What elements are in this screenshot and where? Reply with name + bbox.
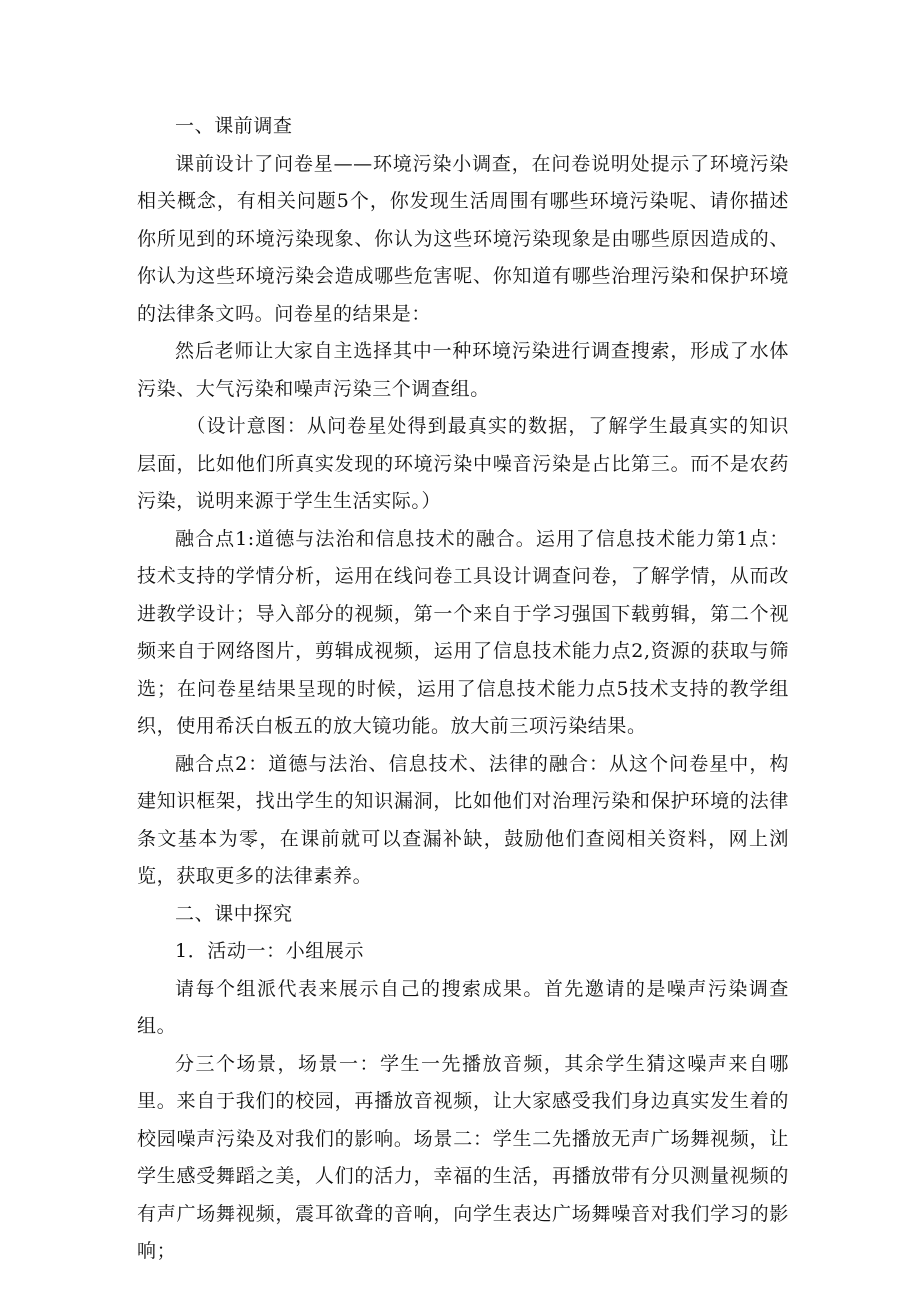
- paragraph-group-representatives: 请每个组派代表来展示自己的搜索成果。首先邀请的是噪声污染调查组。: [137, 977, 789, 1037]
- paragraph-questionnaire-design: 课前设计了问卷星——环境污染小调查，在问卷说明处提示了环境污染相关概念，有相关问题5个，你发现生活周围有哪些环境污染呢、请你描述你所见到的环境污染现象、你认为这些环境污染现象是由哪些原因造成的、你认为这些环境污染会造成哪些危害呢、你知道有哪些治理污染和保护环境的法律条文吗。问卷星的结果是：: [137, 152, 789, 325]
- paragraph-design-intent: （设计意图：从问卷星处得到最真实的数据，了解学生最真实的知识层面，比如他们所真实发现的环境污染中噪音污染是占比第三。而不是农药污染，说明来源于学生生活实际。）: [137, 415, 789, 512]
- paragraph-survey-groups: 然后老师让大家自主选择其中一种环境污染进行调查搜索，形成了水体污染、大气污染和噪声污染三个调查组。: [137, 340, 789, 400]
- activity-heading-group-presentation: 1．活动一：小组展示: [175, 940, 365, 962]
- section-heading-in-class-exploration: 二、课中探究: [175, 902, 293, 925]
- paragraph-three-scenes: 分三个场景，场景一：学生一先播放音频，其余学生猜这噪声来自哪里。来自于我们的校园，再播放音视频，让大家感受我们身边真实发生着的校园噪声污染及对我们的影响。场景二：学生二先播放无声广场舞视频，让学生感受舞蹈之美，人们的活力，幸福的生活，再播放带有分贝测量视频的有声广场舞视频，震耳欲聋的音响，向学生表达广场舞噪音对我们学习的影响；: [137, 1052, 789, 1262]
- paragraph-integration-point-1: 融合点1:道德与法治和信息技术的融合。运用了信息技术能力第1点：技术支持的学情分析，运用在线问卷工具设计调查问卷，了解学情，从而改进教学设计；导入部分的视频，第一个来自于学习强国下载剪辑，第二个视频来自于网络图片，剪辑成视频，运用了信息技术能力点2,资源的获取与筛选；在问卷星结果呈现的时候，运用了信息技术能力点5技术支持的教学组织，使用希沃白板五的放大镜功能。放大前三项污染结果。: [137, 527, 789, 737]
- paragraph-integration-point-2: 融合点2：道德与法治、信息技术、法律的融合：从这个问卷星中，构建知识框架，找出学生的知识漏洞，比如他们对治理污染和保护环境的法律条文基本为零，在课前就可以查漏补缺，鼓励他们查阅相关资料，网上浏览，获取更多的法律素养。: [137, 752, 789, 887]
- document-body: [137, 108, 789, 1271]
- section-heading-pre-class-survey: 一、课前调查: [175, 115, 293, 137]
